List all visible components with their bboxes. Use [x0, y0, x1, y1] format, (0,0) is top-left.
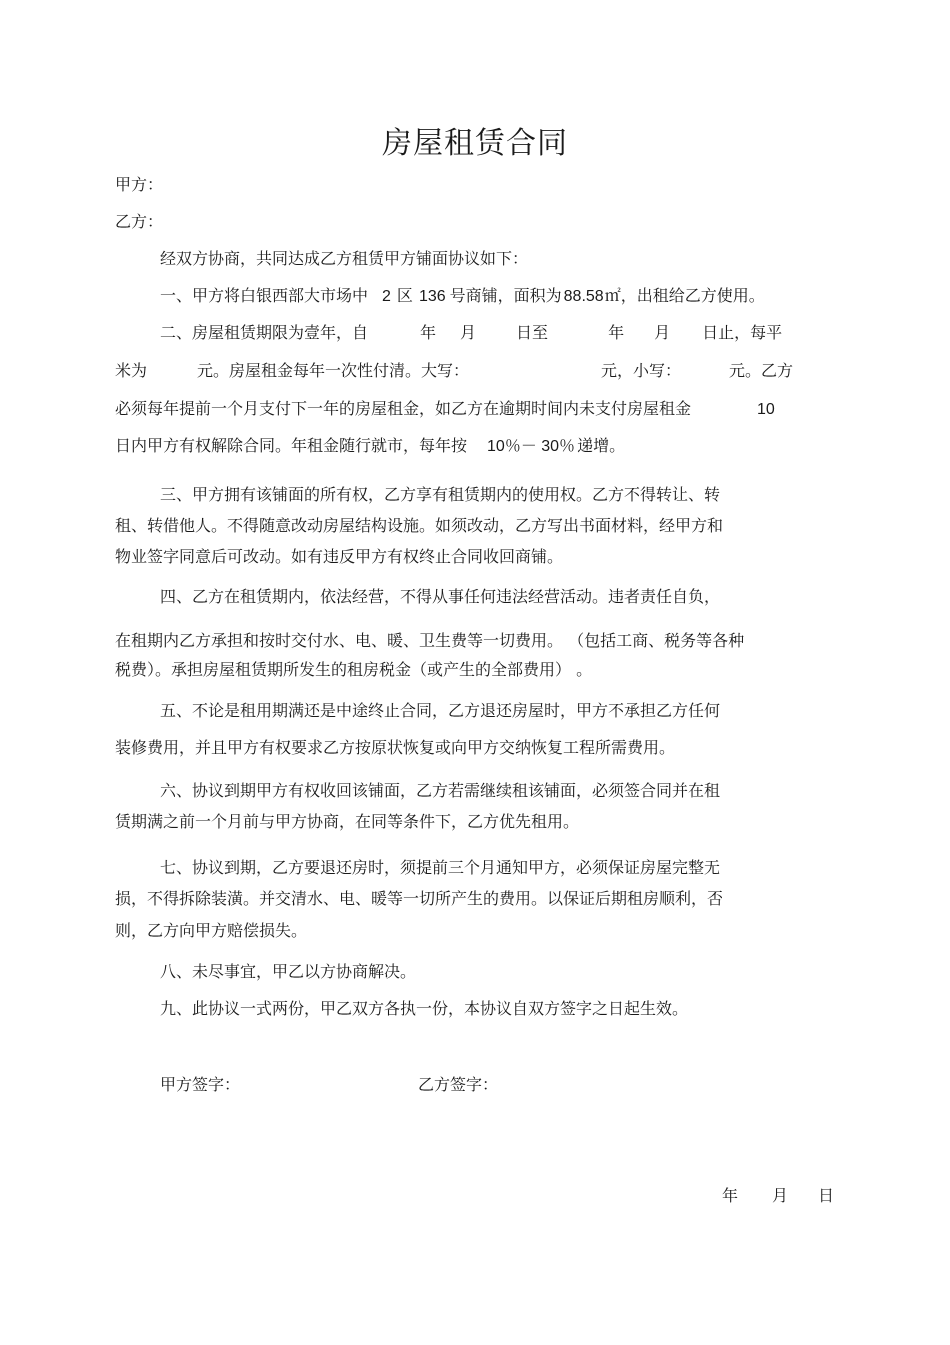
clause-7-line-3: 则，乙方向甲方赔偿损失。: [115, 921, 308, 940]
clause-2-line-3: 必须每年提前一个月支付下一年的房屋租金，如乙方在逾期时间内未支付房屋租金 10: [115, 399, 775, 418]
party-a-signature-label: 甲方签字：: [160, 1075, 241, 1094]
clause-2-line-2: 米为 元。房屋租金每年一次性付清。大写： 元，小写： 元。乙方: [115, 361, 794, 380]
clause-5-line-1: 五、不论是租用期满还是中途终止合同，乙方退还房屋时，甲方不承担乙方任何: [160, 701, 721, 720]
clause-2-line-4: 日内甲方有权解除合同。年租金随行就市，每年按 10％－ 30％ 递增。: [115, 436, 626, 455]
clause-3-line-1: 三、甲方拥有该铺面的所有权，乙方享有租赁期内的使用权。乙方不得转让、转: [160, 485, 721, 504]
clause-3-line-3: 物业签字同意后可改动。如有违反甲方有权终止合同收回商铺。: [115, 547, 564, 566]
clause-8: 八、未尽事宜，甲乙以方协商解决。: [160, 962, 417, 981]
party-b-line: 乙方：: [115, 212, 164, 231]
party-a-line: 甲方：: [115, 175, 164, 194]
clause-7-line-1: 七、协议到期，乙方要退还房时，须提前三个月通知甲方，必须保证房屋完整无: [160, 858, 721, 877]
intro-paragraph: 经双方协商，共同达成乙方租赁甲方铺面协议如下：: [160, 249, 529, 268]
clause-2-line-1: 二、房屋租赁期限为壹年，自 年 月 日至 年 月 日止，每平: [160, 323, 783, 342]
clause-6-line-2: 赁期满之前一个月前与甲方协商，在同等条件下，乙方优先租用。: [115, 812, 580, 831]
clause-4-line-3: 税费）。承担房屋租赁期所发生的租房税金（或产生的全部费用） 。: [115, 660, 593, 679]
clause-7-line-2: 损，不得拆除装潢。并交清水、电、暖等一切所产生的费用。以保证后期租房顺利，否: [115, 889, 724, 908]
document-title: 房屋租赁合同: [382, 126, 568, 161]
clause-6-line-1: 六、协议到期甲方有权收回该铺面，乙方若需继续租该铺面，必须签合同并在租: [160, 781, 721, 800]
clause-3-line-2: 租、转借他人。不得随意改动房屋结构设施。如须改动，乙方写出书面材料，经甲方和: [115, 516, 724, 535]
clause-5-line-2: 装修费用，并且甲方有权要求乙方按原状恢复或向甲方交纳恢复工程所需费用。: [115, 738, 676, 757]
signing-date: 年 月 日: [722, 1186, 835, 1205]
clause-9: 九、此协议一式两份，甲乙双方各执一份，本协议自双方签字之日起生效。: [160, 999, 689, 1018]
clause-4-line-2: 在租期内乙方承担和按时交付水、电、暖、卫生费等一切费用。 （包括工商、税务等各种: [115, 631, 745, 650]
party-b-signature-label: 乙方签字：: [418, 1075, 499, 1094]
clause-1: 一、甲方将白银西部大市场中 2 区 136 号商铺，面积为 88.58㎡，出租给乙方使用。: [160, 286, 765, 305]
clause-4-line-1: 四、乙方在租赁期内，依法经营，不得从事任何违法经营活动。违者责任自负，: [160, 587, 721, 606]
